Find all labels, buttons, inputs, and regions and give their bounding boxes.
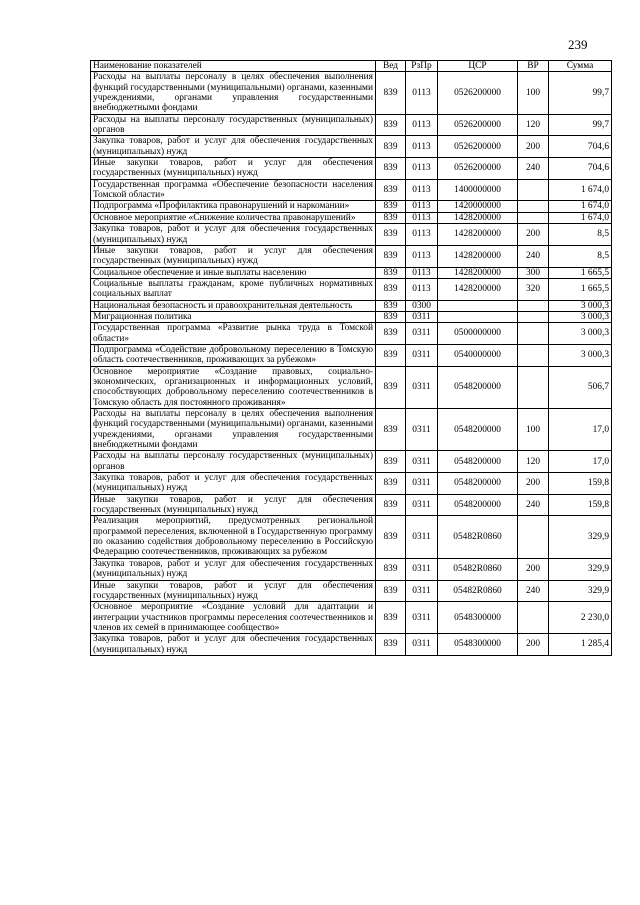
cell-csr: 1428200000 xyxy=(438,278,518,300)
table-row xyxy=(91,267,612,278)
cell-vr: 240 xyxy=(518,245,549,267)
cell-vr: 240 xyxy=(518,580,549,602)
cell-vr: 200 xyxy=(518,136,549,158)
cell-ved: 839 xyxy=(376,409,406,451)
cell-sum: 1 665,5 xyxy=(549,278,612,300)
cell-name: Иные закупки товаров, работ и услуг для обеспечения государственных (муниципальных) нужд xyxy=(91,245,376,267)
table-row xyxy=(91,201,612,212)
cell-csr: 05482R0860 xyxy=(438,580,518,602)
cell-vr: 300 xyxy=(518,267,549,278)
cell-ved: 839 xyxy=(376,344,406,366)
cell-sum: 3 000,3 xyxy=(549,311,612,322)
cell-vr: 240 xyxy=(518,494,549,516)
cell-rzpr: 0113 xyxy=(406,267,438,278)
table-row xyxy=(91,602,612,634)
table-row xyxy=(91,366,612,408)
cell-ved: 839 xyxy=(376,558,406,580)
cell-rzpr: 0113 xyxy=(406,245,438,267)
cell-ved: 839 xyxy=(376,634,406,656)
cell-csr: 05482R0860 xyxy=(438,558,518,580)
cell-csr: 1428200000 xyxy=(438,267,518,278)
cell-ved: 839 xyxy=(376,366,406,408)
table-row xyxy=(91,136,612,158)
cell-vr xyxy=(518,366,549,408)
header-ved: Вед xyxy=(376,61,406,72)
cell-rzpr: 0311 xyxy=(406,580,438,602)
cell-rzpr: 0113 xyxy=(406,212,438,223)
cell-rzpr: 0311 xyxy=(406,451,438,473)
cell-ved: 839 xyxy=(376,267,406,278)
cell-sum: 8,5 xyxy=(549,245,612,267)
cell-ved: 839 xyxy=(376,494,406,516)
cell-ved: 839 xyxy=(376,516,406,558)
cell-vr: 200 xyxy=(518,473,549,495)
cell-vr: 200 xyxy=(518,634,549,656)
cell-ved: 839 xyxy=(376,201,406,212)
cell-vr: 100 xyxy=(518,72,549,114)
cell-vr: 320 xyxy=(518,278,549,300)
cell-csr: 0526200000 xyxy=(438,72,518,114)
table-row xyxy=(91,72,612,114)
cell-vr: 120 xyxy=(518,114,549,136)
cell-name: Иные закупки товаров, работ и услуг для обеспечения государственных (муниципальных) нужд xyxy=(91,494,376,516)
table-row xyxy=(91,245,612,267)
cell-rzpr: 0113 xyxy=(406,201,438,212)
header-name: Наименование показателей xyxy=(91,61,376,72)
cell-csr: 0548200000 xyxy=(438,473,518,495)
cell-ved: 839 xyxy=(376,311,406,322)
table-row xyxy=(91,494,612,516)
cell-vr xyxy=(518,179,549,201)
cell-csr: 0548200000 xyxy=(438,409,518,451)
cell-name: Расходы на выплаты персоналу в целях обеспечения выполнения функций государственными (муниципальными) органами, казенными учреждениями, органами управления государственными внебюджетными фондами xyxy=(91,409,376,451)
table-header-row xyxy=(91,61,612,72)
cell-ved: 839 xyxy=(376,602,406,634)
cell-sum: 1 674,0 xyxy=(549,212,612,223)
page-number: 239 xyxy=(568,37,588,52)
cell-rzpr: 0311 xyxy=(406,558,438,580)
cell-ved: 839 xyxy=(376,323,406,345)
cell-csr: 1428200000 xyxy=(438,224,518,246)
cell-rzpr: 0311 xyxy=(406,409,438,451)
cell-csr: 0500000000 xyxy=(438,323,518,345)
table-row xyxy=(91,224,612,246)
header-sum: Сумма xyxy=(549,61,612,72)
cell-sum: 704,6 xyxy=(549,158,612,180)
cell-sum: 3 000,3 xyxy=(549,323,612,345)
cell-ved: 839 xyxy=(376,212,406,223)
cell-rzpr: 0311 xyxy=(406,366,438,408)
table-row xyxy=(91,473,612,495)
cell-sum: 1 674,0 xyxy=(549,201,612,212)
cell-name: Закупка товаров, работ и услуг для обеспечения государственных (муниципальных) нужд xyxy=(91,558,376,580)
cell-csr: 0548200000 xyxy=(438,451,518,473)
cell-name: Реализация мероприятий, предусмотренных региональной программой переселения, включенной в Государственную программу по оказанию содействия добровольному переселению в Российскую Федерацию соотечественников, проживающих за рубежом xyxy=(91,516,376,558)
cell-ved: 839 xyxy=(376,179,406,201)
header-csr: ЦСР xyxy=(438,61,518,72)
cell-csr: 0548300000 xyxy=(438,634,518,656)
cell-sum: 99,7 xyxy=(549,72,612,114)
cell-name: Государственная программа «Обеспечение безопасности населения Томской области» xyxy=(91,179,376,201)
cell-csr: 05482R0860 xyxy=(438,516,518,558)
cell-rzpr: 0113 xyxy=(406,278,438,300)
cell-vr: 200 xyxy=(518,224,549,246)
cell-vr xyxy=(518,311,549,322)
cell-rzpr: 0113 xyxy=(406,158,438,180)
cell-rzpr: 0311 xyxy=(406,473,438,495)
cell-vr xyxy=(518,201,549,212)
cell-sum: 329,9 xyxy=(549,580,612,602)
cell-csr: 0548300000 xyxy=(438,602,518,634)
table-row xyxy=(91,580,612,602)
table-row xyxy=(91,278,612,300)
cell-name: Закупка товаров, работ и услуг для обеспечения государственных (муниципальных) нужд xyxy=(91,224,376,246)
cell-csr: 0526200000 xyxy=(438,158,518,180)
cell-name: Расходы на выплаты персоналу в целях обеспечения выполнения функций государственными (муниципальными) органами, казенными учреждениями, органами управления государственными внебюджетными фондами xyxy=(91,72,376,114)
cell-rzpr: 0300 xyxy=(406,300,438,311)
table-row xyxy=(91,451,612,473)
cell-rzpr: 0311 xyxy=(406,494,438,516)
cell-sum: 506,7 xyxy=(549,366,612,408)
header-rzpr: РзПр xyxy=(406,61,438,72)
cell-csr: 0540000000 xyxy=(438,344,518,366)
cell-name: Подпрограмма «Содействие добровольному переселению в Томскую область соотечественников, проживающих за рубежом» xyxy=(91,344,376,366)
cell-csr: 1428200000 xyxy=(438,212,518,223)
cell-sum: 3 000,3 xyxy=(549,300,612,311)
cell-sum: 99,7 xyxy=(549,114,612,136)
table-row xyxy=(91,344,612,366)
cell-rzpr: 0113 xyxy=(406,179,438,201)
cell-sum: 17,0 xyxy=(549,409,612,451)
cell-rzpr: 0311 xyxy=(406,311,438,322)
cell-vr xyxy=(518,323,549,345)
cell-name: Подпрограмма «Профилактика правонарушений и наркомании» xyxy=(91,201,376,212)
cell-name: Иные закупки товаров, работ и услуг для обеспечения государственных (муниципальных) нужд xyxy=(91,158,376,180)
cell-rzpr: 0113 xyxy=(406,224,438,246)
cell-csr: 1400000000 xyxy=(438,179,518,201)
cell-ved: 839 xyxy=(376,114,406,136)
cell-rzpr: 0113 xyxy=(406,136,438,158)
table-row xyxy=(91,114,612,136)
cell-name: Социальное обеспечение и иные выплаты населению xyxy=(91,267,376,278)
cell-name: Расходы на выплаты персоналу государственных (муниципальных) органов xyxy=(91,451,376,473)
header-vr: ВР xyxy=(518,61,549,72)
cell-sum: 17,0 xyxy=(549,451,612,473)
cell-csr xyxy=(438,300,518,311)
budget-table xyxy=(90,60,612,656)
cell-csr xyxy=(438,311,518,322)
cell-vr xyxy=(518,516,549,558)
cell-rzpr: 0311 xyxy=(406,323,438,345)
cell-sum: 1 285,4 xyxy=(549,634,612,656)
cell-csr: 0526200000 xyxy=(438,136,518,158)
cell-csr: 0526200000 xyxy=(438,114,518,136)
cell-rzpr: 0113 xyxy=(406,114,438,136)
cell-sum: 329,9 xyxy=(549,516,612,558)
table-row xyxy=(91,558,612,580)
cell-sum: 3 000,3 xyxy=(549,344,612,366)
cell-csr: 0548200000 xyxy=(438,494,518,516)
cell-ved: 839 xyxy=(376,224,406,246)
cell-rzpr: 0311 xyxy=(406,516,438,558)
cell-ved: 839 xyxy=(376,72,406,114)
cell-sum: 329,9 xyxy=(549,558,612,580)
cell-name: Закупка товаров, работ и услуг для обеспечения государственных (муниципальных) нужд xyxy=(91,473,376,495)
cell-rzpr: 0113 xyxy=(406,72,438,114)
cell-ved: 839 xyxy=(376,473,406,495)
table-row xyxy=(91,409,612,451)
cell-sum: 704,6 xyxy=(549,136,612,158)
cell-vr: 200 xyxy=(518,558,549,580)
table-row xyxy=(91,212,612,223)
cell-name: Расходы на выплаты персоналу государственных (муниципальных) органов xyxy=(91,114,376,136)
cell-csr: 1420000000 xyxy=(438,201,518,212)
cell-vr: 100 xyxy=(518,409,549,451)
cell-vr xyxy=(518,344,549,366)
cell-sum: 159,8 xyxy=(549,473,612,495)
cell-csr: 0548200000 xyxy=(438,366,518,408)
cell-ved: 839 xyxy=(376,451,406,473)
cell-sum: 159,8 xyxy=(549,494,612,516)
cell-ved: 839 xyxy=(376,300,406,311)
cell-name: Государственная программа «Развитие рынка труда в Томской области» xyxy=(91,323,376,345)
table-row xyxy=(91,516,612,558)
cell-name: Закупка товаров, работ и услуг для обеспечения государственных (муниципальных) нужд xyxy=(91,136,376,158)
cell-rzpr: 0311 xyxy=(406,634,438,656)
cell-rzpr: 0311 xyxy=(406,344,438,366)
table-row xyxy=(91,179,612,201)
cell-vr xyxy=(518,602,549,634)
cell-sum: 2 230,0 xyxy=(549,602,612,634)
cell-vr xyxy=(518,300,549,311)
cell-name: Закупка товаров, работ и услуг для обеспечения государственных (муниципальных) нужд xyxy=(91,634,376,656)
cell-rzpr: 0311 xyxy=(406,602,438,634)
cell-sum: 8,5 xyxy=(549,224,612,246)
cell-name: Основное мероприятие «Создание правовых, социально-экономических, организационных и информационных условий, способствующих добровольному переселению соотечественников в Томскую область для постоянного проживания» xyxy=(91,366,376,408)
cell-sum: 1 665,5 xyxy=(549,267,612,278)
table-row xyxy=(91,311,612,322)
cell-ved: 839 xyxy=(376,245,406,267)
cell-ved: 839 xyxy=(376,136,406,158)
cell-vr: 120 xyxy=(518,451,549,473)
table-row xyxy=(91,634,612,656)
cell-ved: 839 xyxy=(376,158,406,180)
table-row xyxy=(91,158,612,180)
cell-csr: 1428200000 xyxy=(438,245,518,267)
table-row xyxy=(91,300,612,311)
cell-ved: 839 xyxy=(376,278,406,300)
cell-name: Основное мероприятие «Снижение количества правонарушений» xyxy=(91,212,376,223)
cell-ved: 839 xyxy=(376,580,406,602)
cell-name: Социальные выплаты гражданам, кроме публичных нормативных социальных выплат xyxy=(91,278,376,300)
cell-name: Национальная безопасность и правоохранительная деятельность xyxy=(91,300,376,311)
cell-sum: 1 674,0 xyxy=(549,179,612,201)
cell-name: Основное мероприятие «Создание условий для адаптации и интеграции участников программы переселения соотечественников и членов их семей в принимающее сообщество» xyxy=(91,602,376,634)
cell-name: Миграционная политика xyxy=(91,311,376,322)
cell-vr xyxy=(518,212,549,223)
table-row xyxy=(91,323,612,345)
cell-vr: 240 xyxy=(518,158,549,180)
cell-name: Иные закупки товаров, работ и услуг для обеспечения государственных (муниципальных) нужд xyxy=(91,580,376,602)
